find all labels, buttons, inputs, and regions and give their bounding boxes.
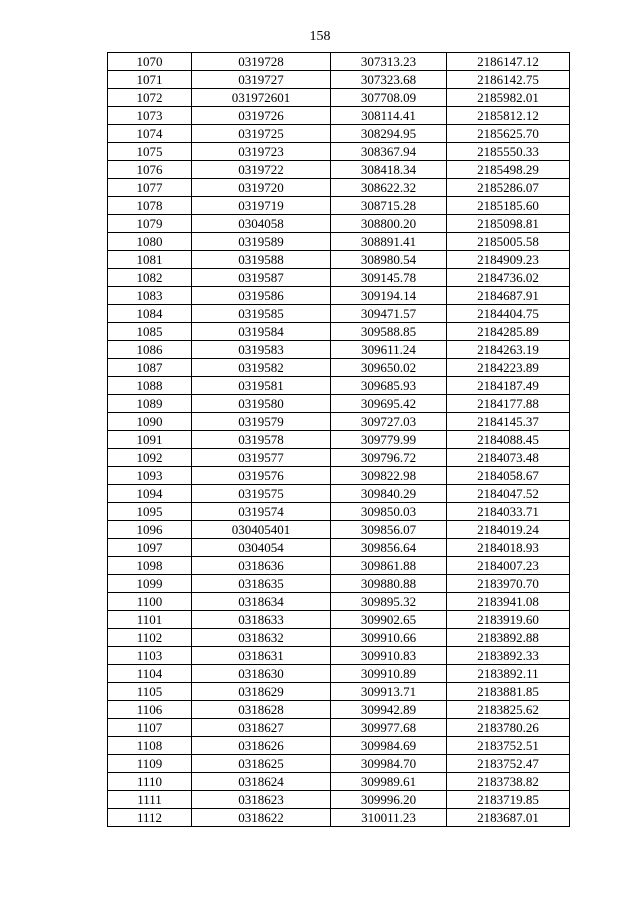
table-row bbox=[108, 809, 570, 827]
table-row bbox=[108, 521, 570, 539]
y-coordinate-cell: 2185812.12 bbox=[447, 107, 570, 125]
y-coordinate-cell: 2186147.12 bbox=[447, 53, 570, 71]
y-coordinate-cell: 2184687.91 bbox=[447, 287, 570, 305]
y-coordinate-cell: 2183687.01 bbox=[447, 809, 570, 827]
row-index-cell: 1103 bbox=[108, 647, 192, 665]
row-index-cell: 1110 bbox=[108, 773, 192, 791]
table-row bbox=[108, 755, 570, 773]
x-coordinate-cell: 309996.20 bbox=[331, 791, 447, 809]
y-coordinate-cell: 2185098.81 bbox=[447, 215, 570, 233]
row-index-cell: 1108 bbox=[108, 737, 192, 755]
point-id-cell: 0318624 bbox=[192, 773, 331, 791]
row-index-cell: 1075 bbox=[108, 143, 192, 161]
point-id-cell: 0318626 bbox=[192, 737, 331, 755]
x-coordinate-cell: 307708.09 bbox=[331, 89, 447, 107]
row-index-cell: 1093 bbox=[108, 467, 192, 485]
row-index-cell: 1092 bbox=[108, 449, 192, 467]
y-coordinate-cell: 2183970.70 bbox=[447, 575, 570, 593]
table-row bbox=[108, 629, 570, 647]
row-index-cell: 1079 bbox=[108, 215, 192, 233]
row-index-cell: 1097 bbox=[108, 539, 192, 557]
table-row bbox=[108, 179, 570, 197]
x-coordinate-cell: 309989.61 bbox=[331, 773, 447, 791]
row-index-cell: 1104 bbox=[108, 665, 192, 683]
row-index-cell: 1107 bbox=[108, 719, 192, 737]
y-coordinate-cell: 2185550.33 bbox=[447, 143, 570, 161]
table-row bbox=[108, 413, 570, 431]
table-row bbox=[108, 287, 570, 305]
table-row bbox=[108, 719, 570, 737]
table-row bbox=[108, 197, 570, 215]
table-row bbox=[108, 791, 570, 809]
point-id-cell: 0319725 bbox=[192, 125, 331, 143]
y-coordinate-cell: 2183892.88 bbox=[447, 629, 570, 647]
y-coordinate-cell: 2185286.07 bbox=[447, 179, 570, 197]
y-coordinate-cell: 2184909.23 bbox=[447, 251, 570, 269]
x-coordinate-cell: 309145.78 bbox=[331, 269, 447, 287]
y-coordinate-cell: 2183780.26 bbox=[447, 719, 570, 737]
table-row bbox=[108, 71, 570, 89]
table-row bbox=[108, 503, 570, 521]
table-row bbox=[108, 575, 570, 593]
y-coordinate-cell: 2186142.75 bbox=[447, 71, 570, 89]
x-coordinate-cell: 308622.32 bbox=[331, 179, 447, 197]
y-coordinate-cell: 2184223.89 bbox=[447, 359, 570, 377]
point-id-cell: 0318627 bbox=[192, 719, 331, 737]
y-coordinate-cell: 2184263.19 bbox=[447, 341, 570, 359]
table-row bbox=[108, 359, 570, 377]
point-id-cell: 031972601 bbox=[192, 89, 331, 107]
x-coordinate-cell: 308715.28 bbox=[331, 197, 447, 215]
x-coordinate-cell: 308891.41 bbox=[331, 233, 447, 251]
x-coordinate-cell: 308980.54 bbox=[331, 251, 447, 269]
y-coordinate-cell: 2185185.60 bbox=[447, 197, 570, 215]
point-id-cell: 0304054 bbox=[192, 539, 331, 557]
row-index-cell: 1101 bbox=[108, 611, 192, 629]
table-row bbox=[108, 539, 570, 557]
row-index-cell: 1096 bbox=[108, 521, 192, 539]
y-coordinate-cell: 2185625.70 bbox=[447, 125, 570, 143]
x-coordinate-cell: 309856.07 bbox=[331, 521, 447, 539]
point-id-cell: 0319575 bbox=[192, 485, 331, 503]
y-coordinate-cell: 2184736.02 bbox=[447, 269, 570, 287]
row-index-cell: 1098 bbox=[108, 557, 192, 575]
x-coordinate-cell: 307323.68 bbox=[331, 71, 447, 89]
point-id-cell: 0318631 bbox=[192, 647, 331, 665]
point-id-cell: 0318632 bbox=[192, 629, 331, 647]
row-index-cell: 1099 bbox=[108, 575, 192, 593]
point-id-cell: 0318633 bbox=[192, 611, 331, 629]
point-id-cell: 0319727 bbox=[192, 71, 331, 89]
x-coordinate-cell: 309650.02 bbox=[331, 359, 447, 377]
row-index-cell: 1078 bbox=[108, 197, 192, 215]
table-row bbox=[108, 233, 570, 251]
point-id-cell: 0318635 bbox=[192, 575, 331, 593]
point-id-cell: 0318628 bbox=[192, 701, 331, 719]
row-index-cell: 1081 bbox=[108, 251, 192, 269]
x-coordinate-cell: 309822.98 bbox=[331, 467, 447, 485]
point-id-cell: 0318622 bbox=[192, 809, 331, 827]
point-id-cell: 0318629 bbox=[192, 683, 331, 701]
y-coordinate-cell: 2184177.88 bbox=[447, 395, 570, 413]
point-id-cell: 0319577 bbox=[192, 449, 331, 467]
row-index-cell: 1077 bbox=[108, 179, 192, 197]
point-id-cell: 0318636 bbox=[192, 557, 331, 575]
row-index-cell: 1080 bbox=[108, 233, 192, 251]
x-coordinate-cell: 309910.83 bbox=[331, 647, 447, 665]
x-coordinate-cell: 309977.68 bbox=[331, 719, 447, 737]
table-row bbox=[108, 143, 570, 161]
point-id-cell: 0318623 bbox=[192, 791, 331, 809]
x-coordinate-cell: 309779.99 bbox=[331, 431, 447, 449]
point-id-cell: 0319719 bbox=[192, 197, 331, 215]
x-coordinate-cell: 309796.72 bbox=[331, 449, 447, 467]
x-coordinate-cell: 309194.14 bbox=[331, 287, 447, 305]
y-coordinate-cell: 2184073.48 bbox=[447, 449, 570, 467]
x-coordinate-cell: 309840.29 bbox=[331, 485, 447, 503]
table-row bbox=[108, 737, 570, 755]
x-coordinate-cell: 309984.69 bbox=[331, 737, 447, 755]
point-id-cell: 0319578 bbox=[192, 431, 331, 449]
x-coordinate-cell: 309727.03 bbox=[331, 413, 447, 431]
table-row bbox=[108, 305, 570, 323]
table-row bbox=[108, 593, 570, 611]
point-id-cell: 0319722 bbox=[192, 161, 331, 179]
y-coordinate-cell: 2184187.49 bbox=[447, 377, 570, 395]
table-row bbox=[108, 449, 570, 467]
point-id-cell: 0319585 bbox=[192, 305, 331, 323]
x-coordinate-cell: 307313.23 bbox=[331, 53, 447, 71]
x-coordinate-cell: 309850.03 bbox=[331, 503, 447, 521]
y-coordinate-cell: 2183881.85 bbox=[447, 683, 570, 701]
table-row bbox=[108, 323, 570, 341]
x-coordinate-cell: 309895.32 bbox=[331, 593, 447, 611]
point-id-cell: 0319728 bbox=[192, 53, 331, 71]
x-coordinate-cell: 309902.65 bbox=[331, 611, 447, 629]
table-row bbox=[108, 251, 570, 269]
table-row bbox=[108, 773, 570, 791]
table-row bbox=[108, 89, 570, 107]
row-index-cell: 1089 bbox=[108, 395, 192, 413]
y-coordinate-cell: 2183919.60 bbox=[447, 611, 570, 629]
point-id-cell: 0319582 bbox=[192, 359, 331, 377]
y-coordinate-cell: 2185005.58 bbox=[447, 233, 570, 251]
point-id-cell: 0318630 bbox=[192, 665, 331, 683]
point-id-cell: 0319589 bbox=[192, 233, 331, 251]
point-id-cell: 0319726 bbox=[192, 107, 331, 125]
point-id-cell: 0318634 bbox=[192, 593, 331, 611]
x-coordinate-cell: 309942.89 bbox=[331, 701, 447, 719]
y-coordinate-cell: 2183752.51 bbox=[447, 737, 570, 755]
row-index-cell: 1083 bbox=[108, 287, 192, 305]
x-coordinate-cell: 309910.89 bbox=[331, 665, 447, 683]
y-coordinate-cell: 2184088.45 bbox=[447, 431, 570, 449]
table-row bbox=[108, 431, 570, 449]
table-row bbox=[108, 125, 570, 143]
y-coordinate-cell: 2184145.37 bbox=[447, 413, 570, 431]
row-index-cell: 1105 bbox=[108, 683, 192, 701]
table-row bbox=[108, 467, 570, 485]
table-row bbox=[108, 665, 570, 683]
point-id-cell: 0319576 bbox=[192, 467, 331, 485]
page-number: 158 bbox=[309, 29, 331, 44]
y-coordinate-cell: 2184285.89 bbox=[447, 323, 570, 341]
coordinates-table bbox=[107, 52, 570, 827]
point-id-cell: 0318625 bbox=[192, 755, 331, 773]
table-row bbox=[108, 269, 570, 287]
x-coordinate-cell: 309984.70 bbox=[331, 755, 447, 773]
row-index-cell: 1070 bbox=[108, 53, 192, 71]
row-index-cell: 1087 bbox=[108, 359, 192, 377]
y-coordinate-cell: 2183892.33 bbox=[447, 647, 570, 665]
y-coordinate-cell: 2183738.82 bbox=[447, 773, 570, 791]
row-index-cell: 1086 bbox=[108, 341, 192, 359]
x-coordinate-cell: 309880.88 bbox=[331, 575, 447, 593]
point-id-cell: 030405401 bbox=[192, 521, 331, 539]
table-row bbox=[108, 161, 570, 179]
table-row bbox=[108, 215, 570, 233]
table-row bbox=[108, 557, 570, 575]
y-coordinate-cell: 2184033.71 bbox=[447, 503, 570, 521]
x-coordinate-cell: 309861.88 bbox=[331, 557, 447, 575]
point-id-cell: 0319588 bbox=[192, 251, 331, 269]
point-id-cell: 0319581 bbox=[192, 377, 331, 395]
table-row bbox=[108, 53, 570, 71]
x-coordinate-cell: 309611.24 bbox=[331, 341, 447, 359]
point-id-cell: 0304058 bbox=[192, 215, 331, 233]
x-coordinate-cell: 309856.64 bbox=[331, 539, 447, 557]
row-index-cell: 1088 bbox=[108, 377, 192, 395]
point-id-cell: 0319586 bbox=[192, 287, 331, 305]
table-row bbox=[108, 647, 570, 665]
y-coordinate-cell: 2184018.93 bbox=[447, 539, 570, 557]
y-coordinate-cell: 2183752.47 bbox=[447, 755, 570, 773]
y-coordinate-cell: 2184007.23 bbox=[447, 557, 570, 575]
row-index-cell: 1074 bbox=[108, 125, 192, 143]
point-id-cell: 0319583 bbox=[192, 341, 331, 359]
row-index-cell: 1090 bbox=[108, 413, 192, 431]
x-coordinate-cell: 309695.42 bbox=[331, 395, 447, 413]
x-coordinate-cell: 308294.95 bbox=[331, 125, 447, 143]
row-index-cell: 1109 bbox=[108, 755, 192, 773]
point-id-cell: 0319720 bbox=[192, 179, 331, 197]
row-index-cell: 1102 bbox=[108, 629, 192, 647]
y-coordinate-cell: 2183719.85 bbox=[447, 791, 570, 809]
row-index-cell: 1106 bbox=[108, 701, 192, 719]
y-coordinate-cell: 2184058.67 bbox=[447, 467, 570, 485]
row-index-cell: 1085 bbox=[108, 323, 192, 341]
table-row bbox=[108, 701, 570, 719]
y-coordinate-cell: 2183892.11 bbox=[447, 665, 570, 683]
row-index-cell: 1071 bbox=[108, 71, 192, 89]
table-row bbox=[108, 341, 570, 359]
point-id-cell: 0319580 bbox=[192, 395, 331, 413]
x-coordinate-cell: 309588.85 bbox=[331, 323, 447, 341]
y-coordinate-cell: 2184404.75 bbox=[447, 305, 570, 323]
row-index-cell: 1084 bbox=[108, 305, 192, 323]
x-coordinate-cell: 309685.93 bbox=[331, 377, 447, 395]
y-coordinate-cell: 2184019.24 bbox=[447, 521, 570, 539]
y-coordinate-cell: 2183825.62 bbox=[447, 701, 570, 719]
row-index-cell: 1072 bbox=[108, 89, 192, 107]
table-row bbox=[108, 377, 570, 395]
point-id-cell: 0319584 bbox=[192, 323, 331, 341]
row-index-cell: 1073 bbox=[108, 107, 192, 125]
point-id-cell: 0319579 bbox=[192, 413, 331, 431]
point-id-cell: 0319587 bbox=[192, 269, 331, 287]
row-index-cell: 1111 bbox=[108, 791, 192, 809]
x-coordinate-cell: 308800.20 bbox=[331, 215, 447, 233]
x-coordinate-cell: 309910.66 bbox=[331, 629, 447, 647]
y-coordinate-cell: 2185498.29 bbox=[447, 161, 570, 179]
row-index-cell: 1095 bbox=[108, 503, 192, 521]
table-row bbox=[108, 611, 570, 629]
y-coordinate-cell: 2184047.52 bbox=[447, 485, 570, 503]
x-coordinate-cell: 309471.57 bbox=[331, 305, 447, 323]
point-id-cell: 0319574 bbox=[192, 503, 331, 521]
table-row bbox=[108, 683, 570, 701]
row-index-cell: 1076 bbox=[108, 161, 192, 179]
y-coordinate-cell: 2185982.01 bbox=[447, 89, 570, 107]
x-coordinate-cell: 308367.94 bbox=[331, 143, 447, 161]
coordinates-table-body bbox=[108, 53, 570, 827]
row-index-cell: 1094 bbox=[108, 485, 192, 503]
x-coordinate-cell: 308418.34 bbox=[331, 161, 447, 179]
x-coordinate-cell: 309913.71 bbox=[331, 683, 447, 701]
table-row bbox=[108, 107, 570, 125]
row-index-cell: 1091 bbox=[108, 431, 192, 449]
table-row bbox=[108, 485, 570, 503]
row-index-cell: 1112 bbox=[108, 809, 192, 827]
row-index-cell: 1082 bbox=[108, 269, 192, 287]
point-id-cell: 0319723 bbox=[192, 143, 331, 161]
table-row bbox=[108, 395, 570, 413]
x-coordinate-cell: 308114.41 bbox=[331, 107, 447, 125]
y-coordinate-cell: 2183941.08 bbox=[447, 593, 570, 611]
row-index-cell: 1100 bbox=[108, 593, 192, 611]
x-coordinate-cell: 310011.23 bbox=[331, 809, 447, 827]
